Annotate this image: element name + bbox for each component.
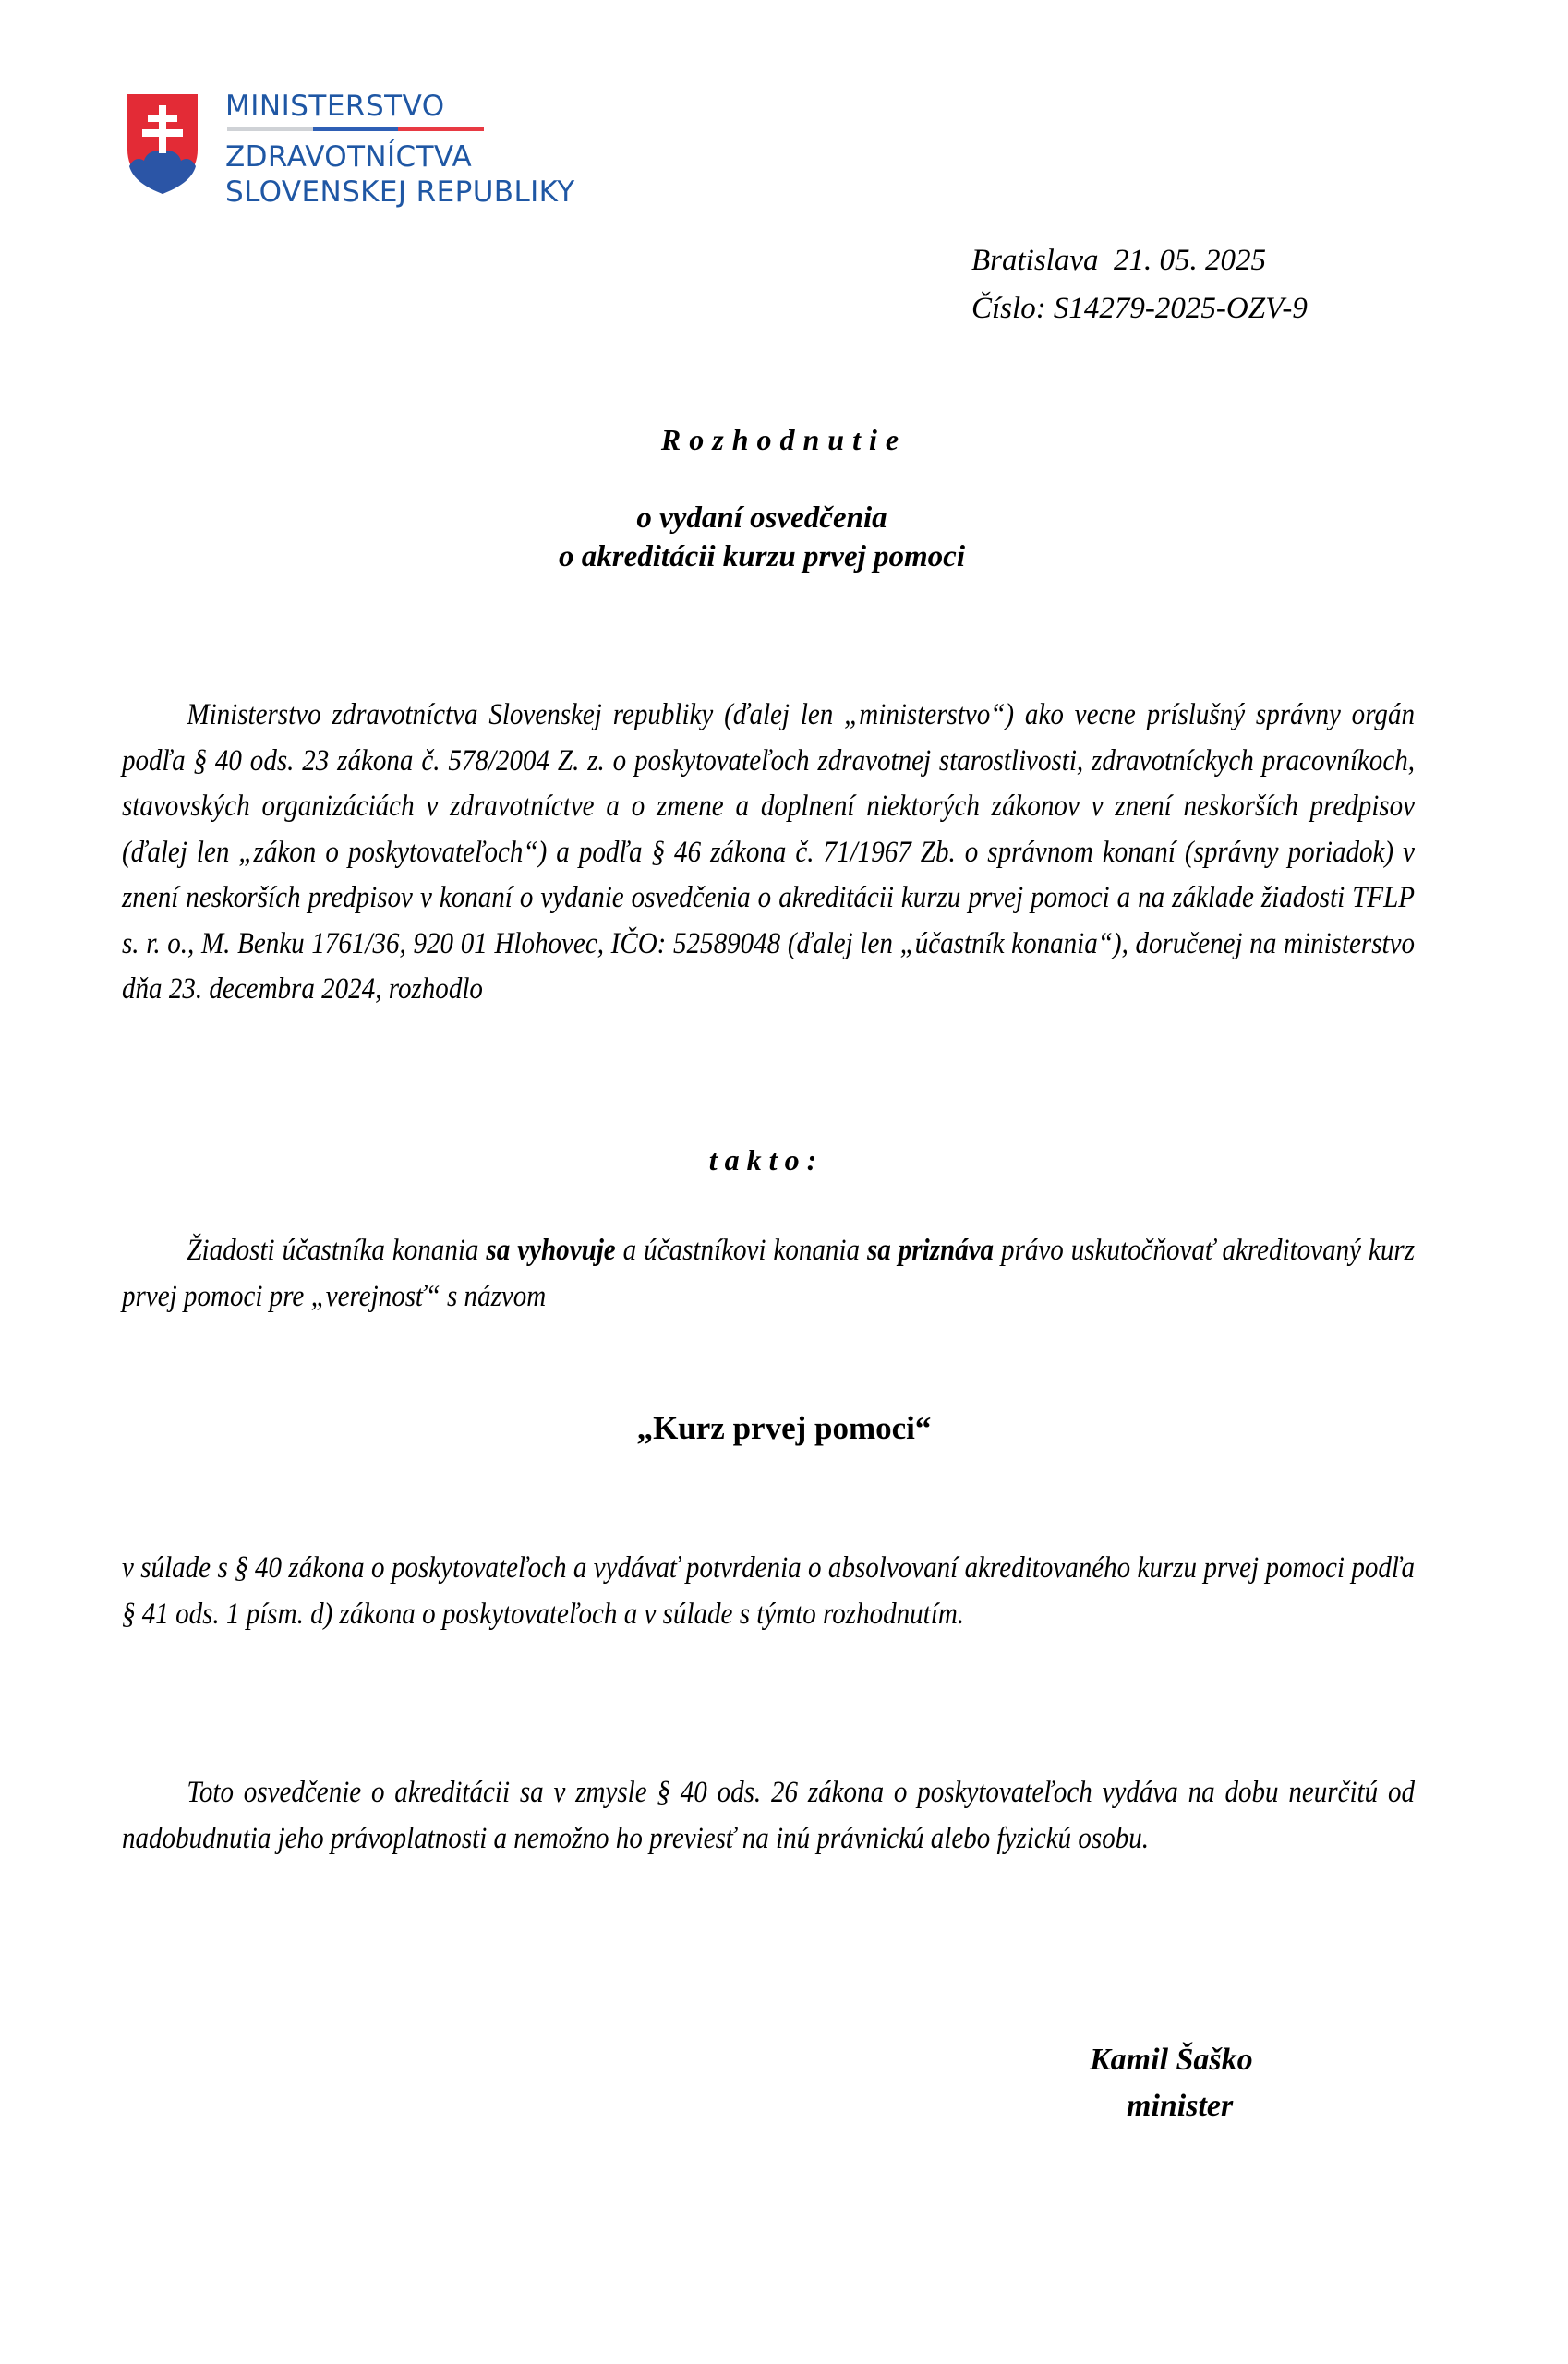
tricolor-white <box>227 127 313 131</box>
subtitle-line1: o vydaní osvedčenia <box>636 501 887 535</box>
tricolor-blue <box>313 127 399 131</box>
document-title: Rozhodnutie <box>660 423 908 456</box>
verdict-text-2: a účastníkovi konania <box>615 1234 867 1267</box>
ministry-name-line1: MINISTERSTVO <box>225 90 445 123</box>
slovak-coat-of-arms-icon <box>126 92 199 196</box>
compliance-paragraph: v súlade s § 40 zákona o poskytovateľoch a vydávať potvrdenia o absolvovaní akreditovaného kurzu prvej pomoci podľa § 41 ods. 1 písm. d) zákona o poskytovateľoch a v súlade s týmto rozhodnutím. <box>122 1551 1415 1631</box>
place-and-date: Bratislava 21. 05. 2025 <box>971 244 1266 277</box>
subtitle-line2: o akreditácii kurzu prvej pomoci <box>559 540 965 573</box>
verdict-bold-awarded: sa priznáva <box>866 1234 995 1267</box>
course-name: „Kurz prvej pomoci“ <box>636 1410 932 1446</box>
decision-preamble: Ministerstvo zdravotníctva Slovenskej republiky (ďalej len „ministerstvo“) ako vecne príslušný správny orgán podľa § 40 ods. 23 zákona č. 578/2004 Z. z. o poskytovateľoch zdravotnej starostlivosti, zdravotníckych pracovníkoch, stavovských organizáciách v zdravotníctve a o zmene a doplnení niektorých zákonov v znení neskorších predpisov (ďalej len „zákon o poskytovateľoch“) a podľa § 46 zákona č. 71/1967 Zb. o správnom konaní (správny poriadok) v znení neskorších predpisov v konaní o vydanie osvedčenia o akreditácii kurzu prvej pomoci a na základe žiadosti TFLP s. r. o., M. Benku 1761/36, 920 01 Hlohovec, IČO: 52589048 (ďalej len „účastník konania“), doručenej na ministerstvo dňa 23. decembra 2024, rozhodlo <box>122 698 1415 1006</box>
ministry-name <box>225 89 575 210</box>
signatory-name: Kamil Šaško <box>1090 2043 1253 2077</box>
takto-heading: takto: <box>708 1143 825 1176</box>
verdict-text-3: právo uskutočňovať akreditovaný kurz prvej pomoci pre „verejnosť“ s názvom <box>122 1234 1416 1313</box>
tricolor-divider <box>227 127 484 131</box>
ministry-name-line3: SLOVENSKEJ REPUBLIKY <box>225 175 575 209</box>
decision-verdict <box>122 1228 1415 1320</box>
verdict-text-1: Žiadosti účastníka konania <box>187 1234 487 1267</box>
validity-paragraph: Toto osvedčenie o akreditácii sa v zmysle § 40 ods. 26 zákona o poskytovateľoch vydáva na dobu neurčitú od nadobudnutia jeho právoplatnosti a nemožno ho previesť na inú právnickú alebo fyzickú osobu. <box>122 1776 1415 1855</box>
ministry-name-line2: ZDRAVOTNÍCTVA <box>225 140 473 174</box>
reference-number: Číslo: S14279-2025-OZV-9 <box>971 292 1308 325</box>
signatory-role: minister <box>1127 2089 1234 2123</box>
tricolor-red <box>398 127 484 131</box>
verdict-bold-granted: sa vyhovuje <box>486 1234 616 1267</box>
document-subtitle <box>0 499 1524 576</box>
